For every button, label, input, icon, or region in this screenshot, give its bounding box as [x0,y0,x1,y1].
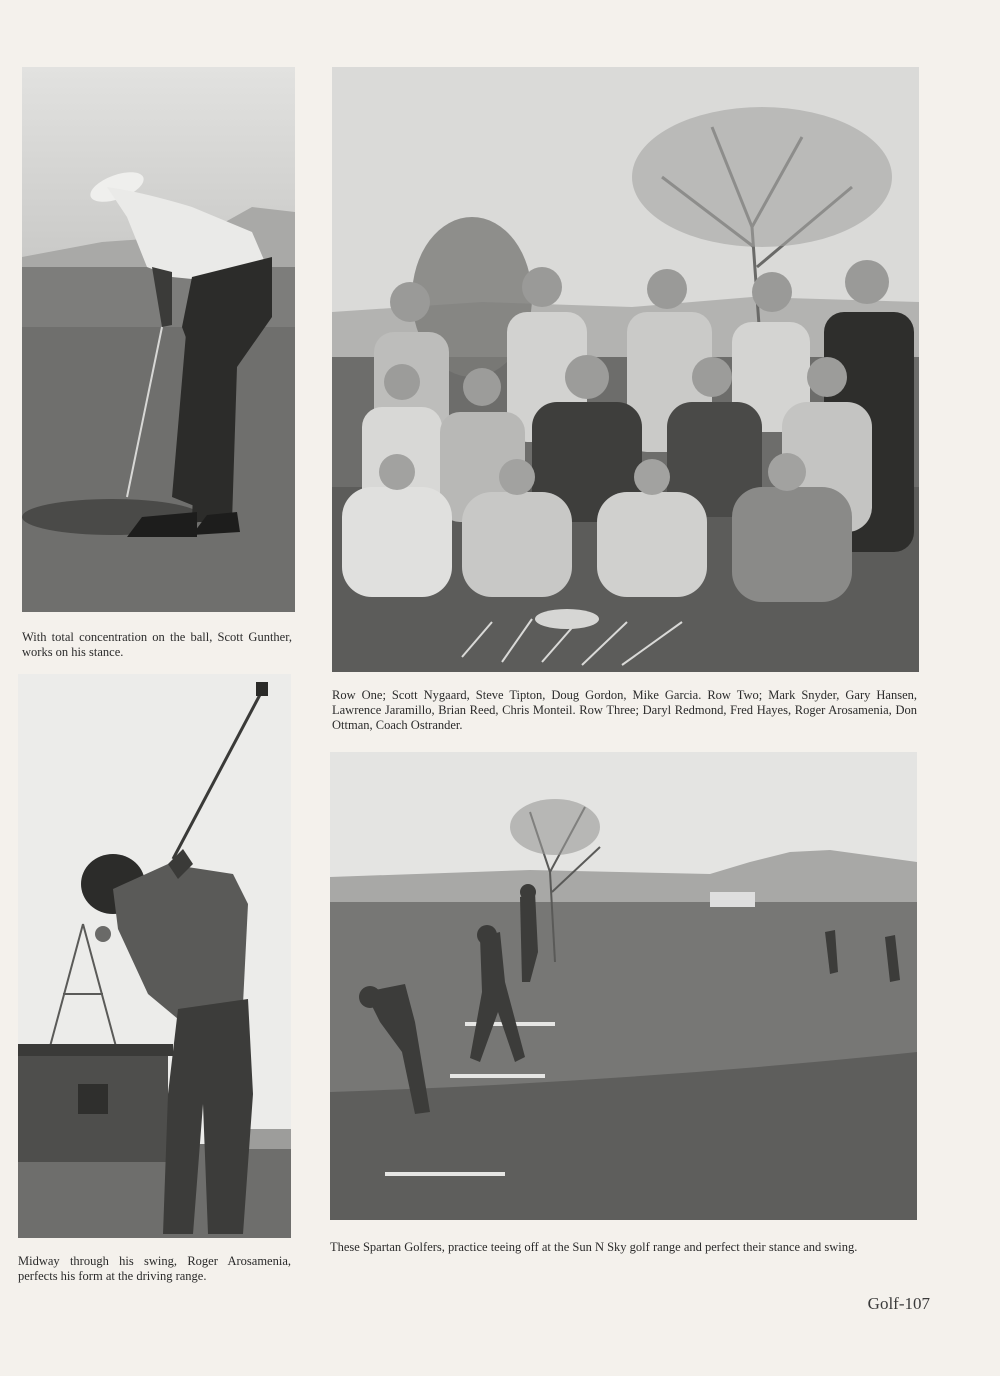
caption-range: These Spartan Golfers, practice teeing off at the Sun N Sky golf range and perfect their stance and swing. [330,1240,858,1254]
caption-team: Row One; Scott Nygaard, Steve Tipton, Doug Gordon, Mike Garcia. Row Two; Mark Snyder, Gary Hansen, Lawrence Jaramillo, Brian Reed, Chris Monteil. Row Three; Daryl Redmond, Fred Hayes, Roger Arosamenia, Don Ottman, Coach Ostrander. [332,688,917,732]
caption-putting: With total concentration on the ball, Scott Gunther, works on his stance. [22,630,292,659]
photo-golfer-swinging [18,674,291,1238]
photo-golf-team [332,67,919,672]
caption-swing: Midway through his swing, Roger Arosamenia, perfects his form at the driving range. [18,1254,291,1283]
photo-driving-range [330,752,917,1220]
page-number: Golf-107 [867,1294,930,1313]
photo-golfer-putting [22,67,295,612]
